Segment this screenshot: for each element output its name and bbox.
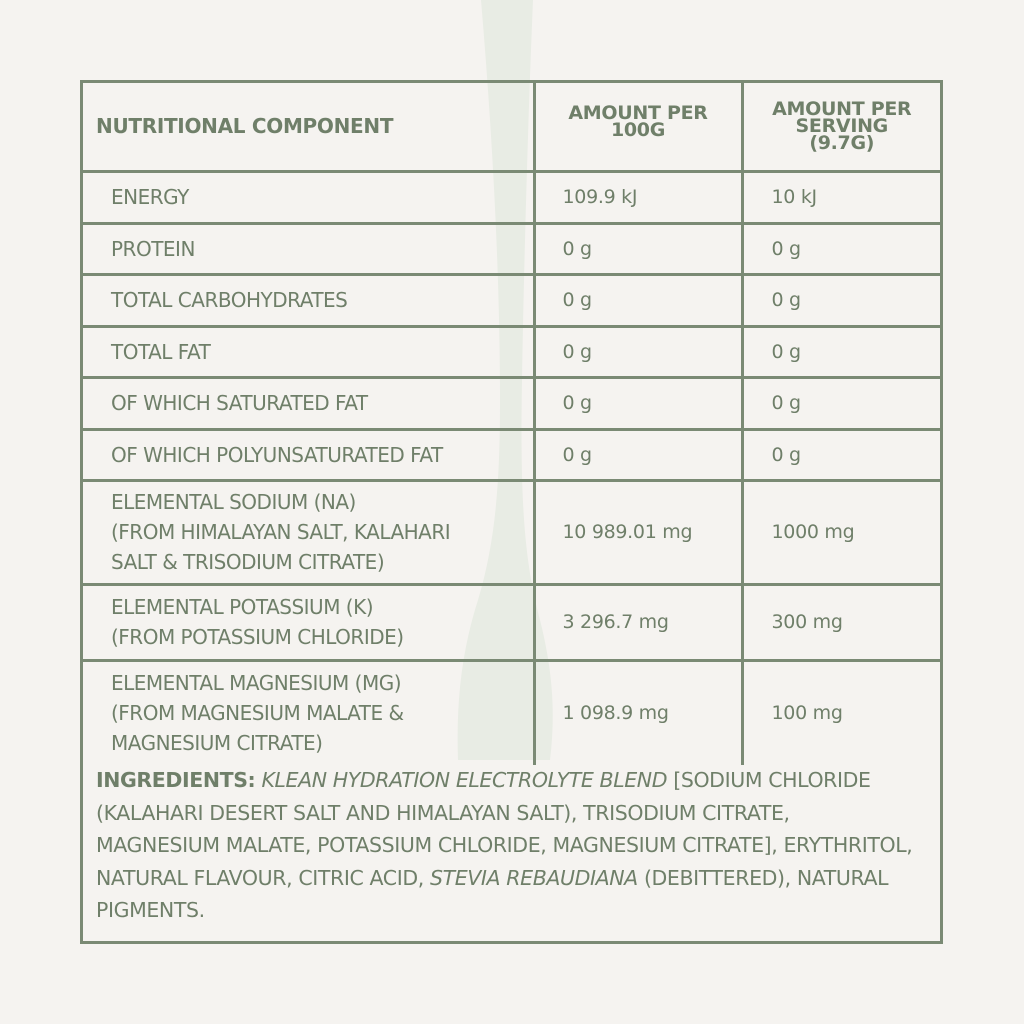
row-per-100g: 109.9 kJ: [534, 171, 742, 223]
table-row: [83, 274, 940, 326]
row-name: ENERGY: [83, 171, 534, 223]
row-per-serving: 0 g: [742, 326, 940, 377]
row-per-serving: 0 g: [742, 223, 940, 274]
table-row: [83, 480, 940, 584]
row-per-100g: 0 g: [534, 429, 742, 480]
row-per-100g: 0 g: [534, 223, 742, 274]
ingredients-blend-name: KLEAN HYDRATION ELECTROLYTE BLEND: [261, 768, 668, 792]
row-name: TOTAL CARBOHYDRATES: [83, 274, 534, 326]
table-row: [83, 584, 940, 660]
nutrition-table: [83, 83, 940, 765]
table-row: [83, 660, 940, 765]
row-name: ELEMENTAL POTASSIUM (K) (FROM POTASSIUM CHLORIDE): [83, 584, 534, 660]
table-row: [83, 429, 940, 480]
row-per-100g: 0 g: [534, 326, 742, 377]
ingredients-text: [96, 764, 918, 927]
row-per-100g: 10 989.01 mg: [534, 480, 742, 584]
table-row: [83, 171, 940, 223]
row-per-serving: 0 g: [742, 429, 940, 480]
ingredients-species: STEVIA REBAUDIANA: [430, 865, 638, 890]
row-per-serving: 300 mg: [742, 584, 940, 660]
header-per-100g-text: AMOUNT PER 100G: [568, 102, 708, 142]
row-per-serving: 1000 mg: [742, 480, 940, 584]
header-per-serving-text: AMOUNT PER SERVING (9.7G): [772, 97, 912, 154]
row-per-serving: 0 g: [742, 377, 940, 429]
row-per-100g: 0 g: [534, 274, 742, 326]
ingredients-list-part-1: [SODIUM CHLORIDE (KALAHARI DESERT SALT AND HIMALAYAN SALT), TRISODIUM CITRATE, MAGNESIUM MALATE, POTASSIUM CHLORIDE, MAGNESIUM CITRATE], ERYTHRITOL, NATURAL FLAVOUR, CITRIC ACID,: [96, 768, 913, 890]
nutrition-panel: [80, 80, 943, 944]
row-name: OF WHICH SATURATED FAT: [83, 377, 534, 429]
table-row: [83, 223, 940, 274]
row-per-100g: 3 296.7 mg: [534, 584, 742, 660]
ingredients-label: INGREDIENTS:: [96, 768, 256, 792]
table-row: [83, 377, 940, 429]
row-name: ELEMENTAL MAGNESIUM (MG) (FROM MAGNESIUM MALATE & MAGNESIUM CITRATE): [83, 660, 534, 765]
row-name: TOTAL FAT: [83, 326, 534, 377]
row-per-serving: 10 kJ: [742, 171, 940, 223]
table-header-row: [83, 83, 940, 171]
header-per-serving: [742, 83, 940, 171]
row-name: OF WHICH POLYUNSATURATED FAT: [83, 429, 534, 480]
row-per-serving: 0 g: [742, 274, 940, 326]
row-name: ELEMENTAL SODIUM (NA) (FROM HIMALAYAN SALT, KALAHARI SALT & TRISODIUM CITRATE): [83, 480, 534, 584]
row-per-serving: 100 mg: [742, 660, 940, 765]
row-per-100g: 0 g: [534, 377, 742, 429]
row-name: PROTEIN: [83, 223, 534, 274]
row-per-100g: 1 098.9 mg: [534, 660, 742, 765]
header-per-100g: [534, 83, 742, 171]
table-row: [83, 326, 940, 377]
ingredients-list-part-2: (DEBITTERED), NATURAL PIGMENTS.: [96, 865, 889, 922]
header-component: NUTRITIONAL COMPONENT: [83, 83, 534, 171]
